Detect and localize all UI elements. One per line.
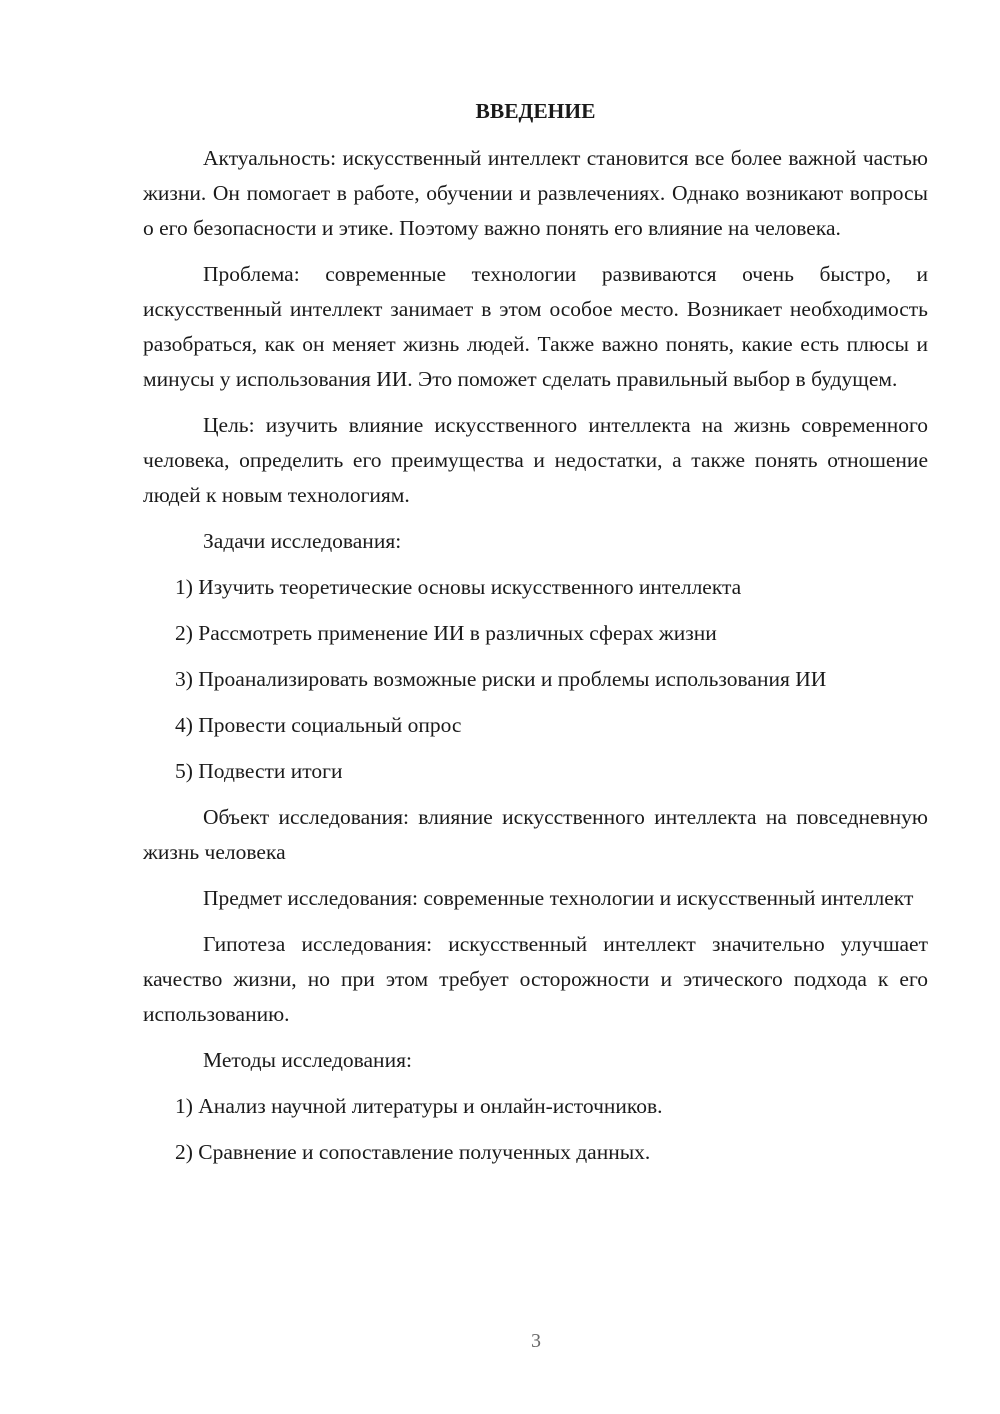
page-number: 3 [531, 1330, 541, 1352]
method-item: 1) Анализ научной литературы и онлайн-источников. [175, 1094, 663, 1118]
methods-heading: Методы исследования: [203, 1048, 412, 1072]
section-title: ВВЕДЕНИЕ [475, 99, 596, 123]
problem-paragraph: Проблема: современные технологии развиваются очень быстро, и искусственный интеллект занимает в этом особое место. Возникает необходимость разобраться, как он меняет жизнь людей. Также важно понять, какие есть плюсы и минусы у использования ИИ. Это поможет сделать правильный выбор в будущем. [143, 262, 928, 391]
task-item: 4) Провести социальный опрос [175, 713, 462, 737]
task-item: 1) Изучить теоретические основы искусственного интеллекта [175, 575, 742, 599]
document-page [143, 94, 928, 1181]
task-item: 3) Проанализировать возможные риски и проблемы использования ИИ [175, 667, 827, 691]
hypothesis-paragraph: Гипотеза исследования: искусственный интеллект значительно улучшает качество жизни, но при этом требует осторожности и этического подхода к его использованию. [143, 932, 928, 1026]
method-item: 2) Сравнение и сопоставление полученных данных. [175, 1140, 651, 1164]
relevance-paragraph: Актуальность: искусственный интеллект становится все более важной частью жизни. Он помогает в работе, обучении и развлечениях. Однако возникают вопросы о его безопасности и этике. Поэтому важно понять его влияние на человека. [143, 146, 928, 240]
goal-paragraph: Цель: изучить влияние искусственного интеллекта на жизнь современного человека, определить его преимущества и недостатки, а также понять отношение людей к новым технологиям. [143, 413, 928, 507]
subject-paragraph: Предмет исследования: современные технологии и искусственный интеллект [203, 886, 914, 910]
tasks-heading: Задачи исследования: [203, 529, 402, 553]
object-paragraph: Объект исследования: влияние искусственного интеллекта на повседневную жизнь человека [143, 805, 928, 864]
task-item: 5) Подвести итоги [175, 759, 343, 783]
task-item: 2) Рассмотреть применение ИИ в различных сферах жизни [175, 621, 717, 645]
